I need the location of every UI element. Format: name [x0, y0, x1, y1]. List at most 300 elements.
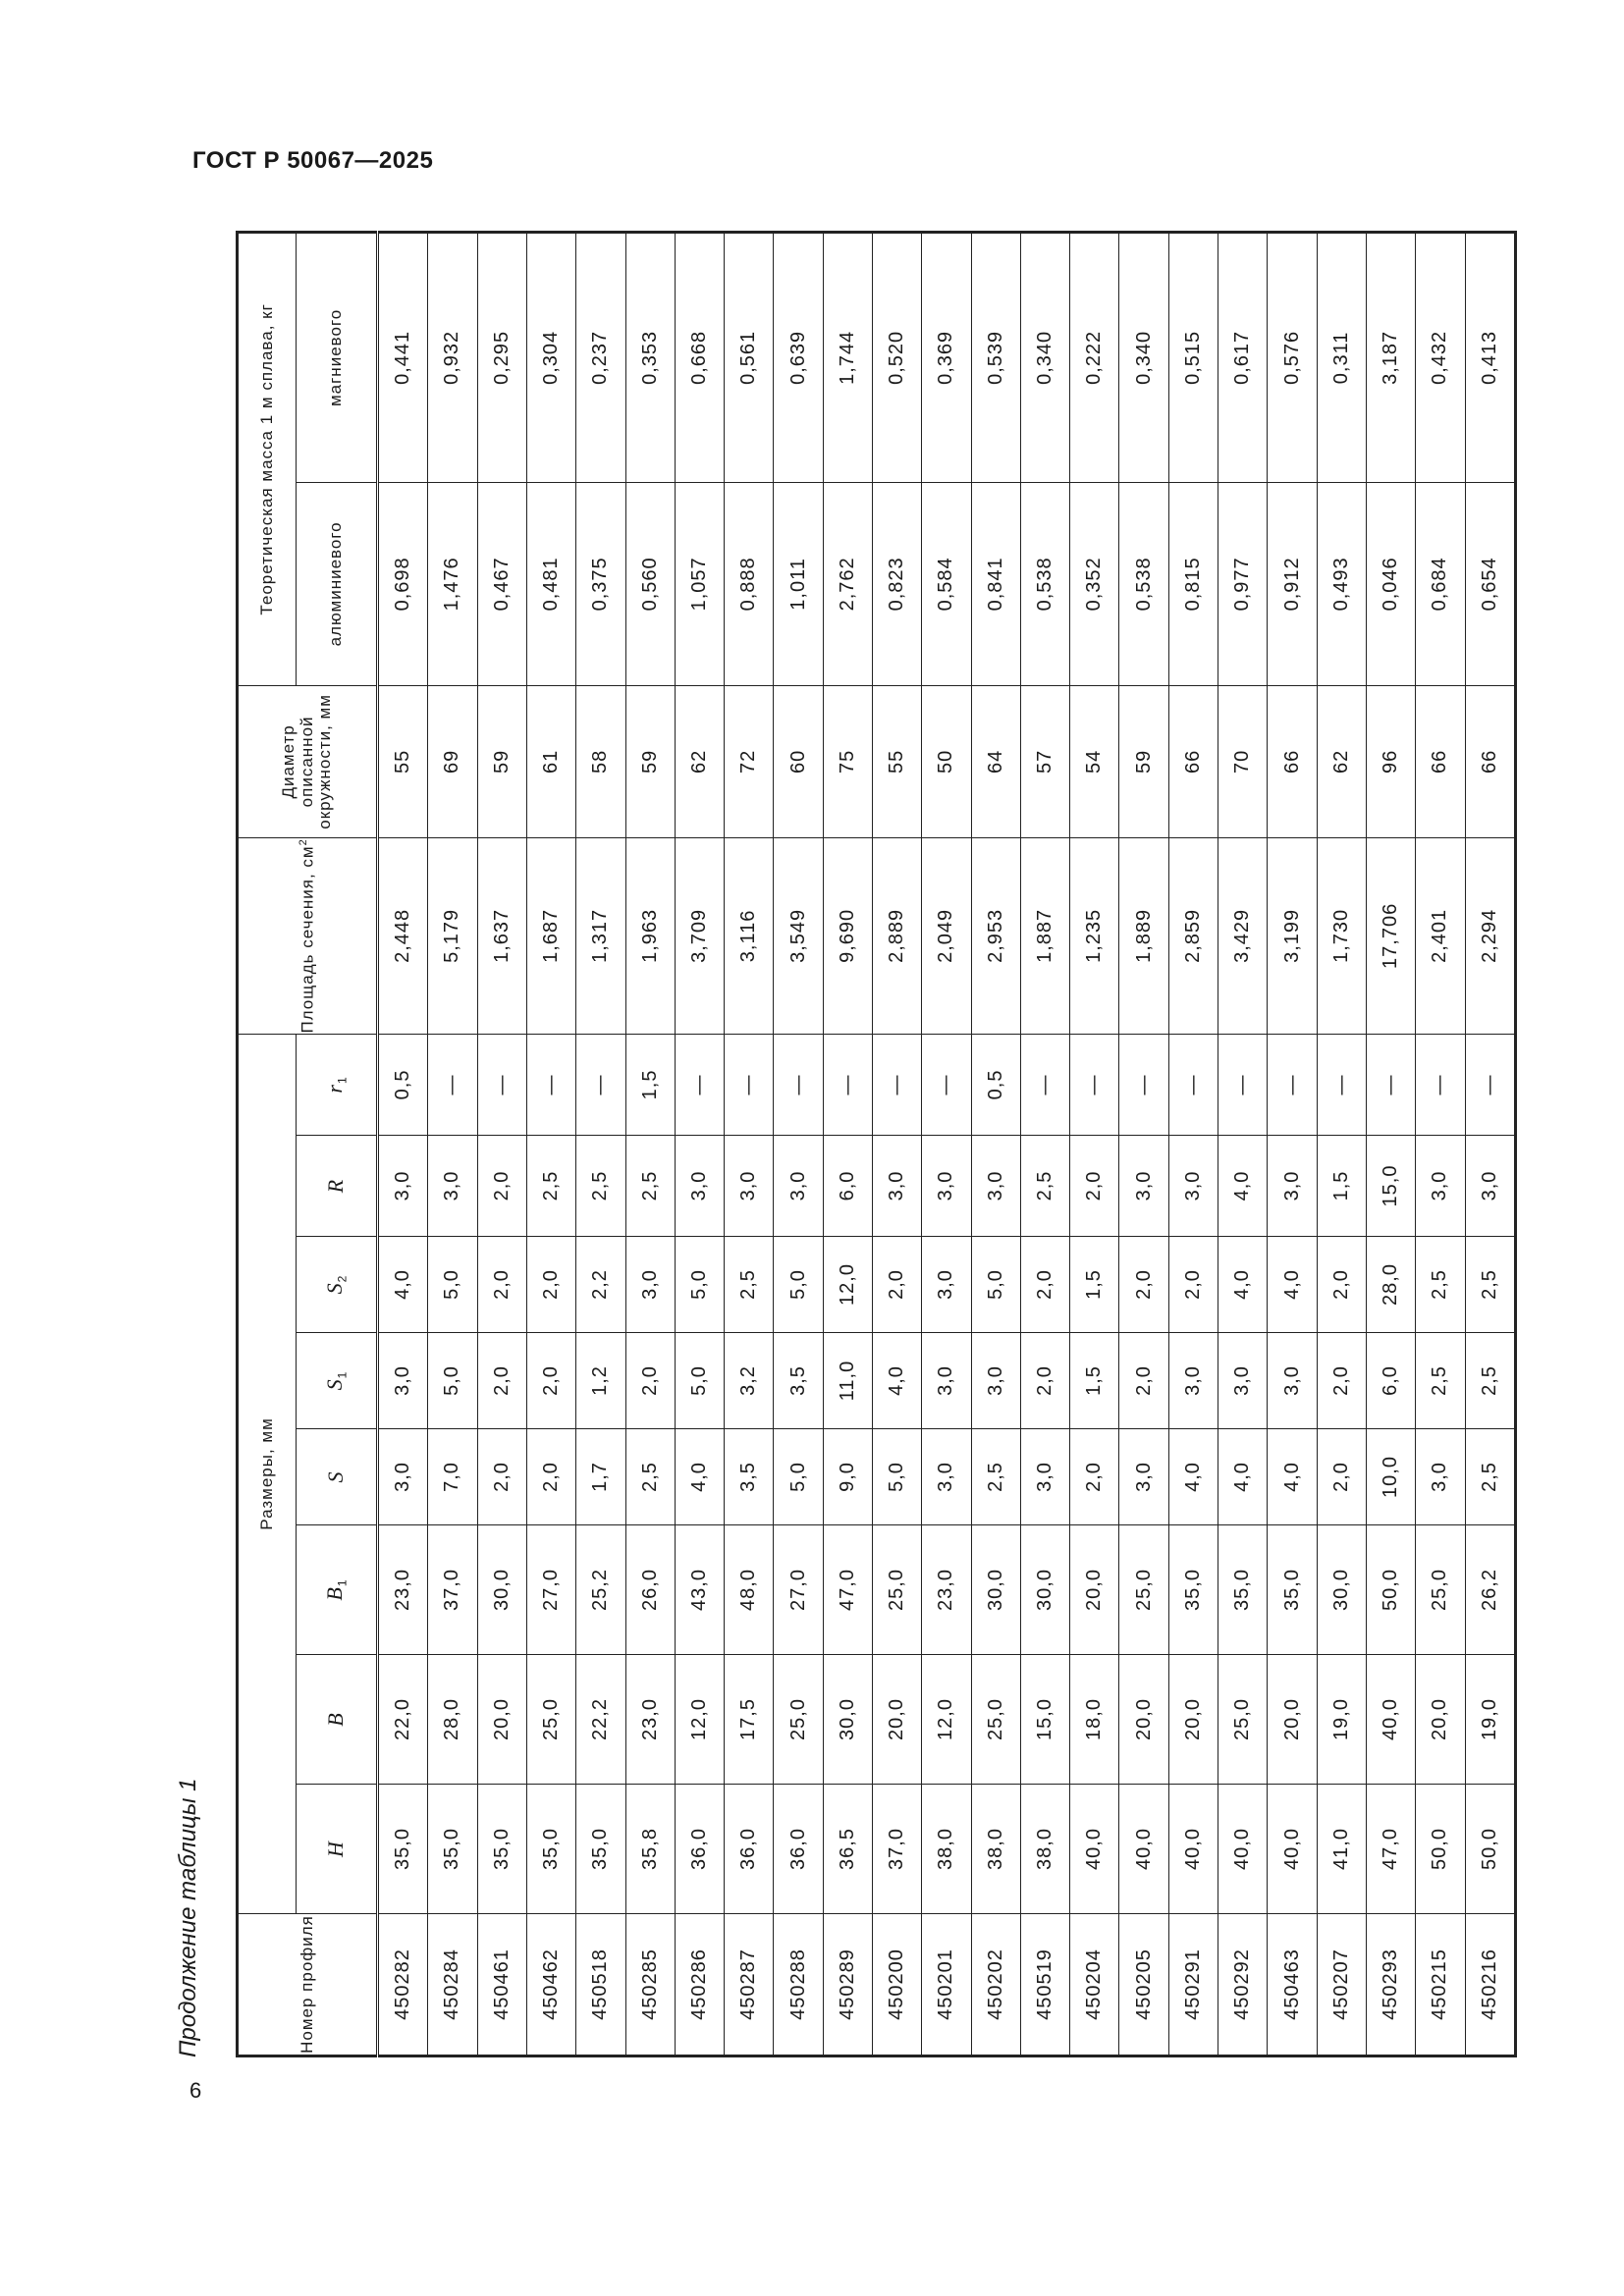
header-mass-group: Теоретическая масса 1 м сплава, кг: [238, 232, 297, 685]
cell-r: 3,0: [675, 1136, 724, 1237]
cell-aluminum: 0,467: [477, 482, 526, 685]
cell-r1: —: [873, 1034, 922, 1135]
cell-diameter: 66: [1168, 685, 1218, 837]
cell-s1: 2,0: [625, 1333, 675, 1429]
cell-profile: 450292: [1218, 1914, 1268, 2056]
cell-r: 3,0: [1416, 1136, 1465, 1237]
cell-r: 2,5: [1020, 1136, 1069, 1237]
cell-b: 25,0: [971, 1655, 1020, 1785]
header-profile: Номер профиля: [238, 1914, 378, 2056]
cell-r1: —: [1268, 1034, 1317, 1135]
cell-s1: 2,0: [526, 1333, 575, 1429]
cell-s2: 3,0: [922, 1237, 971, 1333]
cell-diameter: 59: [625, 685, 675, 837]
cell-r: 3,0: [378, 1136, 428, 1237]
cell-area: 3,199: [1268, 837, 1317, 1034]
table-row: [922, 232, 971, 2056]
cell-magnesium: 0,539: [971, 232, 1020, 482]
table-row: [428, 232, 477, 2056]
cell-profile: 450202: [971, 1914, 1020, 2056]
cell-s: 2,5: [625, 1429, 675, 1525]
cell-diameter: 54: [1070, 685, 1119, 837]
cell-h: 47,0: [1366, 1785, 1415, 1914]
cell-profile: 450200: [873, 1914, 922, 2056]
cell-magnesium: 0,304: [526, 232, 575, 482]
cell-magnesium: 3,187: [1366, 232, 1415, 482]
cell-h: 40,0: [1218, 1785, 1268, 1914]
cell-r1: 0,5: [971, 1034, 1020, 1135]
cell-b: 40,0: [1366, 1655, 1415, 1785]
cell-r1: —: [823, 1034, 872, 1135]
table-row: [1317, 232, 1366, 2056]
cell-r1: —: [725, 1034, 774, 1135]
cell-b1: 50,0: [1366, 1525, 1415, 1655]
cell-s: 5,0: [774, 1429, 823, 1525]
cell-s: 3,0: [378, 1429, 428, 1525]
cell-b: 20,0: [1268, 1655, 1317, 1785]
cell-aluminum: 0,888: [725, 482, 774, 685]
cell-s1: 5,0: [675, 1333, 724, 1429]
cell-profile: 450205: [1119, 1914, 1168, 2056]
cell-r1: —: [576, 1034, 625, 1135]
cell-diameter: 72: [725, 685, 774, 837]
cell-b: 30,0: [823, 1655, 872, 1785]
cell-r: 3,0: [725, 1136, 774, 1237]
table-row: [1168, 232, 1218, 2056]
cell-aluminum: 0,375: [576, 482, 625, 685]
table-row: [1020, 232, 1069, 2056]
cell-s1: 2,0: [1020, 1333, 1069, 1429]
cell-s2: 2,0: [1168, 1237, 1218, 1333]
cell-diameter: 59: [477, 685, 526, 837]
cell-b: 25,0: [526, 1655, 575, 1785]
cell-area: 1,887: [1020, 837, 1069, 1034]
table-caption: Продолжение таблицы 1: [175, 1778, 201, 2057]
cell-s1: 6,0: [1366, 1333, 1415, 1429]
cell-s: 7,0: [428, 1429, 477, 1525]
cell-magnesium: 0,311: [1317, 232, 1366, 482]
table-row: [971, 232, 1020, 2056]
cell-area: 2,401: [1416, 837, 1465, 1034]
cell-r: 2,5: [576, 1136, 625, 1237]
header-R: R: [297, 1136, 378, 1237]
cell-profile: 450287: [725, 1914, 774, 2056]
cell-r: 3,0: [1268, 1136, 1317, 1237]
cell-s1: 3,0: [378, 1333, 428, 1429]
cell-area: 2,889: [873, 837, 922, 1034]
cell-s2: 2,0: [1317, 1237, 1366, 1333]
cell-b: 17,5: [725, 1655, 774, 1785]
cell-b1: 25,2: [576, 1525, 625, 1655]
cell-s2: 4,0: [378, 1237, 428, 1333]
cell-b: 23,0: [625, 1655, 675, 1785]
cell-aluminum: 1,011: [774, 482, 823, 685]
cell-h: 38,0: [971, 1785, 1020, 1914]
cell-area: 3,709: [675, 837, 724, 1034]
cell-s2: 2,0: [873, 1237, 922, 1333]
cell-r: 2,0: [477, 1136, 526, 1237]
cell-r1: —: [477, 1034, 526, 1135]
cell-profile: 450215: [1416, 1914, 1465, 2056]
cell-h: 38,0: [922, 1785, 971, 1914]
page-number: 6: [189, 2078, 202, 2103]
cell-s: 9,0: [823, 1429, 872, 1525]
cell-profile: 450201: [922, 1914, 971, 2056]
cell-s2: 2,0: [526, 1237, 575, 1333]
cell-s2: 2,0: [477, 1237, 526, 1333]
cell-r1: —: [1168, 1034, 1218, 1135]
cell-aluminum: 0,912: [1268, 482, 1317, 685]
cell-aluminum: 1,476: [428, 482, 477, 685]
cell-area: 1,235: [1070, 837, 1119, 1034]
cell-magnesium: 0,932: [428, 232, 477, 482]
cell-s1: 2,0: [1119, 1333, 1168, 1429]
cell-profile: 450284: [428, 1914, 477, 2056]
cell-r1: —: [675, 1034, 724, 1135]
cell-magnesium: 0,617: [1218, 232, 1268, 482]
cell-s2: 5,0: [971, 1237, 1020, 1333]
cell-h: 35,0: [576, 1785, 625, 1914]
document-title: ГОСТ Р 50067—2025: [192, 147, 434, 174]
cell-aluminum: 0,684: [1416, 482, 1465, 685]
cell-r1: —: [1366, 1034, 1415, 1135]
cell-h: 37,0: [873, 1785, 922, 1914]
cell-s1: 3,2: [725, 1333, 774, 1429]
cell-diameter: 62: [675, 685, 724, 837]
cell-h: 35,0: [428, 1785, 477, 1914]
cell-s1: 11,0: [823, 1333, 872, 1429]
cell-profile: 450462: [526, 1914, 575, 2056]
cell-s2: 12,0: [823, 1237, 872, 1333]
cell-h: 36,0: [774, 1785, 823, 1914]
table-row: [725, 232, 774, 2056]
cell-diameter: 58: [576, 685, 625, 837]
table-row: [823, 232, 872, 2056]
cell-h: 50,0: [1416, 1785, 1465, 1914]
cell-profile: 450291: [1168, 1914, 1218, 2056]
cell-profile: 450463: [1268, 1914, 1317, 2056]
cell-r: 15,0: [1366, 1136, 1415, 1237]
cell-magnesium: 0,561: [725, 232, 774, 482]
header-B: B: [297, 1655, 378, 1785]
cell-s2: 4,0: [1218, 1237, 1268, 1333]
cell-profile: 450286: [675, 1914, 724, 2056]
header-r1: $r_1$: [297, 1034, 378, 1135]
cell-s: 1,7: [576, 1429, 625, 1525]
cell-r1: —: [1416, 1034, 1465, 1135]
cell-r: 6,0: [823, 1136, 872, 1237]
cell-magnesium: 0,576: [1268, 232, 1317, 482]
cell-s1: 3,0: [1268, 1333, 1317, 1429]
cell-s: 2,0: [1317, 1429, 1366, 1525]
cell-r1: 1,5: [625, 1034, 675, 1135]
cell-b: 12,0: [922, 1655, 971, 1785]
header-magnesium: магниевого: [297, 232, 378, 482]
cell-diameter: 64: [971, 685, 1020, 837]
cell-b1: 35,0: [1168, 1525, 1218, 1655]
cell-diameter: 66: [1465, 685, 1515, 837]
cell-aluminum: 0,977: [1218, 482, 1268, 685]
profile-table-rotated: [236, 234, 1517, 2057]
cell-h: 40,0: [1070, 1785, 1119, 1914]
cell-aluminum: 1,057: [675, 482, 724, 685]
cell-s2: 2,2: [576, 1237, 625, 1333]
cell-magnesium: 0,237: [576, 232, 625, 482]
cell-aluminum: 0,698: [378, 482, 428, 685]
cell-area: 1,730: [1317, 837, 1366, 1034]
cell-magnesium: 1,744: [823, 232, 872, 482]
cell-h: 35,0: [526, 1785, 575, 1914]
cell-r1: —: [774, 1034, 823, 1135]
cell-r1: —: [1218, 1034, 1268, 1135]
cell-s2: 2,5: [1465, 1237, 1515, 1333]
cell-diameter: 69: [428, 685, 477, 837]
cell-diameter: 50: [922, 685, 971, 837]
cell-magnesium: 0,369: [922, 232, 971, 482]
cell-s: 10,0: [1366, 1429, 1415, 1525]
cell-s: 4,0: [1168, 1429, 1218, 1525]
cell-s2: 1,5: [1070, 1237, 1119, 1333]
cell-s2: 5,0: [675, 1237, 724, 1333]
cell-b1: 27,0: [774, 1525, 823, 1655]
cell-s1: 3,0: [922, 1333, 971, 1429]
cell-area: 5,179: [428, 837, 477, 1034]
cell-s1: 2,5: [1465, 1333, 1515, 1429]
profile-table: [236, 231, 1517, 2057]
cell-area: 3,549: [774, 837, 823, 1034]
cell-b1: 25,0: [873, 1525, 922, 1655]
cell-r: 3,0: [1168, 1136, 1218, 1237]
cell-s: 2,0: [526, 1429, 575, 1525]
cell-s1: 3,0: [1168, 1333, 1218, 1429]
table-row: [774, 232, 823, 2056]
table-row: [1416, 232, 1465, 2056]
cell-h: 41,0: [1317, 1785, 1366, 1914]
cell-aluminum: 0,352: [1070, 482, 1119, 685]
table-row: [873, 232, 922, 2056]
cell-b1: 20,0: [1070, 1525, 1119, 1655]
cell-area: 3,116: [725, 837, 774, 1034]
cell-b1: 25,0: [1119, 1525, 1168, 1655]
cell-r: 3,0: [428, 1136, 477, 1237]
cell-s1: 2,5: [1416, 1333, 1465, 1429]
cell-magnesium: 0,668: [675, 232, 724, 482]
cell-b1: 30,0: [1317, 1525, 1366, 1655]
table-row: [1268, 232, 1317, 2056]
cell-area: 2,953: [971, 837, 1020, 1034]
cell-profile: 450293: [1366, 1914, 1415, 2056]
header-aluminum: алюминиевого: [297, 482, 378, 685]
cell-b: 20,0: [1119, 1655, 1168, 1785]
cell-diameter: 55: [873, 685, 922, 837]
cell-aluminum: 2,762: [823, 482, 872, 685]
cell-diameter: 61: [526, 685, 575, 837]
cell-h: 35,8: [625, 1785, 675, 1914]
cell-magnesium: 0,222: [1070, 232, 1119, 482]
cell-b1: 35,0: [1218, 1525, 1268, 1655]
cell-r: 2,5: [526, 1136, 575, 1237]
cell-aluminum: 0,584: [922, 482, 971, 685]
cell-b1: 48,0: [725, 1525, 774, 1655]
cell-h: 35,0: [477, 1785, 526, 1914]
cell-s2: 2,0: [1119, 1237, 1168, 1333]
header-dimensions-group: Размеры, мм: [238, 1034, 297, 1913]
cell-b1: 30,0: [477, 1525, 526, 1655]
cell-r1: —: [1020, 1034, 1069, 1135]
cell-b1: 27,0: [526, 1525, 575, 1655]
cell-diameter: 60: [774, 685, 823, 837]
cell-h: 40,0: [1268, 1785, 1317, 1914]
cell-b1: 23,0: [922, 1525, 971, 1655]
cell-h: 35,0: [378, 1785, 428, 1914]
cell-s2: 5,0: [774, 1237, 823, 1333]
cell-h: 36,0: [675, 1785, 724, 1914]
cell-s: 3,5: [725, 1429, 774, 1525]
cell-b: 20,0: [477, 1655, 526, 1785]
cell-b: 20,0: [1168, 1655, 1218, 1785]
cell-area: 2,448: [378, 837, 428, 1034]
cell-magnesium: 0,432: [1416, 232, 1465, 482]
table-row: [1366, 232, 1415, 2056]
table-row: [625, 232, 675, 2056]
cell-area: 1,317: [576, 837, 625, 1034]
cell-s2: 4,0: [1268, 1237, 1317, 1333]
cell-diameter: 59: [1119, 685, 1168, 837]
cell-s2: 3,0: [625, 1237, 675, 1333]
cell-b: 22,0: [378, 1655, 428, 1785]
cell-r: 1,5: [1317, 1136, 1366, 1237]
cell-area: 2,049: [922, 837, 971, 1034]
cell-diameter: 55: [378, 685, 428, 837]
cell-magnesium: 0,295: [477, 232, 526, 482]
cell-aluminum: 0,654: [1465, 482, 1515, 685]
cell-s: 3,0: [1416, 1429, 1465, 1525]
cell-aluminum: 0,823: [873, 482, 922, 685]
cell-r: 3,0: [922, 1136, 971, 1237]
cell-s2: 28,0: [1366, 1237, 1415, 1333]
cell-h: 40,0: [1168, 1785, 1218, 1914]
cell-profile: 450204: [1070, 1914, 1119, 2056]
cell-b: 19,0: [1465, 1655, 1515, 1785]
cell-profile: 450461: [477, 1914, 526, 2056]
cell-r: 3,0: [774, 1136, 823, 1237]
cell-area: 9,690: [823, 837, 872, 1034]
header-H: H: [297, 1785, 378, 1914]
cell-s2: 2,0: [1020, 1237, 1069, 1333]
cell-diameter: 66: [1416, 685, 1465, 837]
cell-s1: 1,5: [1070, 1333, 1119, 1429]
cell-b1: 30,0: [971, 1525, 1020, 1655]
header-diameter: Диаметр описанной окружности, мм: [238, 685, 378, 837]
table-body: [378, 232, 1516, 2056]
cell-h: 40,0: [1119, 1785, 1168, 1914]
cell-h: 36,5: [823, 1785, 872, 1914]
cell-r1: —: [1119, 1034, 1168, 1135]
cell-area: 17,706: [1366, 837, 1415, 1034]
cell-r1: 0,5: [378, 1034, 428, 1135]
header-B1: $B_1$: [297, 1525, 378, 1655]
cell-b1: 37,0: [428, 1525, 477, 1655]
cell-s: 5,0: [873, 1429, 922, 1525]
cell-diameter: 57: [1020, 685, 1069, 837]
table-row: [576, 232, 625, 2056]
cell-area: 2,294: [1465, 837, 1515, 1034]
table-row: [1070, 232, 1119, 2056]
cell-s: 2,5: [1465, 1429, 1515, 1525]
cell-b1: 43,0: [675, 1525, 724, 1655]
cell-b: 20,0: [873, 1655, 922, 1785]
cell-aluminum: 0,841: [971, 482, 1020, 685]
cell-s: 4,0: [1268, 1429, 1317, 1525]
cell-s2: 2,5: [725, 1237, 774, 1333]
cell-s: 3,0: [1020, 1429, 1069, 1525]
cell-aluminum: 0,538: [1020, 482, 1069, 685]
cell-s1: 1,2: [576, 1333, 625, 1429]
cell-r1: —: [1070, 1034, 1119, 1135]
cell-aluminum: 0,493: [1317, 482, 1366, 685]
cell-magnesium: 0,340: [1119, 232, 1168, 482]
cell-r: 2,5: [625, 1136, 675, 1237]
cell-h: 36,0: [725, 1785, 774, 1914]
cell-b: 19,0: [1317, 1655, 1366, 1785]
cell-area: 1,889: [1119, 837, 1168, 1034]
cell-area: 1,687: [526, 837, 575, 1034]
cell-s2: 5,0: [428, 1237, 477, 1333]
cell-area: 1,963: [625, 837, 675, 1034]
cell-s: 4,0: [1218, 1429, 1268, 1525]
cell-s1: 3,5: [774, 1333, 823, 1429]
cell-r1: —: [1317, 1034, 1366, 1135]
table-row: [477, 232, 526, 2056]
cell-profile: 450289: [823, 1914, 872, 2056]
cell-b: 25,0: [1218, 1655, 1268, 1785]
table-row: [1119, 232, 1168, 2056]
table-row: [1465, 232, 1515, 2056]
cell-magnesium: 0,353: [625, 232, 675, 482]
cell-s1: 4,0: [873, 1333, 922, 1429]
header-S2: $S_2$: [297, 1237, 378, 1333]
cell-b1: 26,0: [625, 1525, 675, 1655]
cell-area: 2,859: [1168, 837, 1218, 1034]
cell-b: 22,2: [576, 1655, 625, 1785]
cell-r1: —: [1465, 1034, 1515, 1135]
cell-s1: 3,0: [971, 1333, 1020, 1429]
cell-diameter: 70: [1218, 685, 1268, 837]
cell-profile: 450285: [625, 1914, 675, 2056]
table-row: [526, 232, 575, 2056]
cell-s1: 5,0: [428, 1333, 477, 1429]
cell-b1: 30,0: [1020, 1525, 1069, 1655]
cell-r: 3,0: [971, 1136, 1020, 1237]
header-S: S: [297, 1429, 378, 1525]
cell-r1: —: [526, 1034, 575, 1135]
cell-aluminum: 0,538: [1119, 482, 1168, 685]
table-row: [675, 232, 724, 2056]
cell-profile: 450207: [1317, 1914, 1366, 2056]
cell-s: 2,0: [477, 1429, 526, 1525]
cell-diameter: 96: [1366, 685, 1415, 837]
cell-b: 28,0: [428, 1655, 477, 1785]
header-area: Площадь сечения, $см^2$: [238, 837, 378, 1034]
cell-magnesium: 0,639: [774, 232, 823, 482]
cell-r: 3,0: [1465, 1136, 1515, 1237]
cell-b1: 23,0: [378, 1525, 428, 1655]
cell-area: 3,429: [1218, 837, 1268, 1034]
cell-s: 3,0: [922, 1429, 971, 1525]
cell-diameter: 62: [1317, 685, 1366, 837]
cell-magnesium: 0,441: [378, 232, 428, 482]
cell-profile: 450282: [378, 1914, 428, 2056]
